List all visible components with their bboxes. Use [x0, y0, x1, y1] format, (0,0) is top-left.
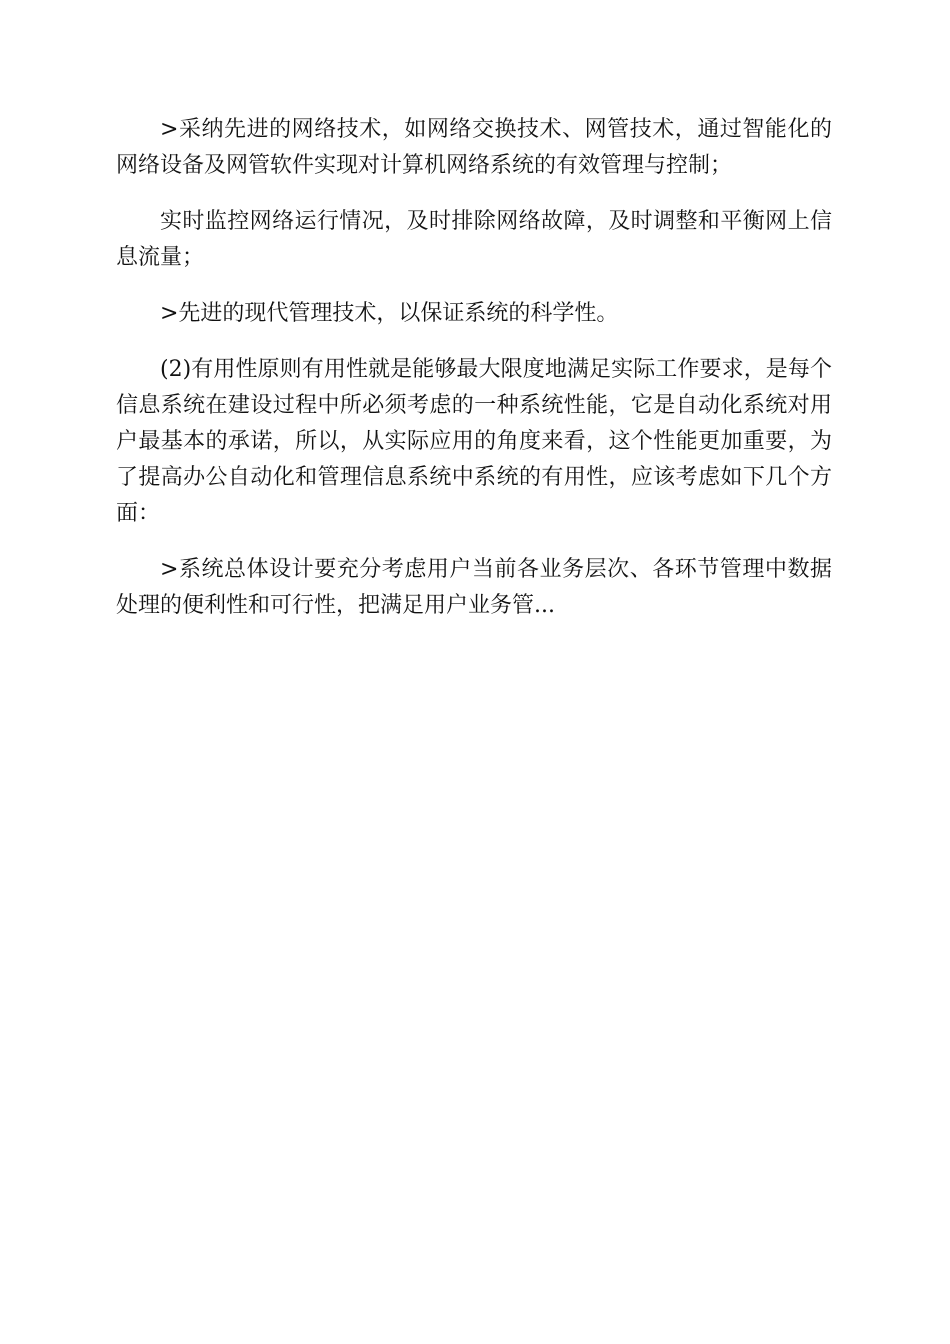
paragraph-system-design: >系统总体设计要充分考虑用户当前各业务层次、各环节管理中数据处理的便利性和可行性，把满足用户业务管...: [116, 557, 832, 618]
document-page: [116, 112, 832, 644]
paragraph-network-technology: >采纳先进的网络技术，如网络交换技术、网管技术，通过智能化的网络设备及网管软件实现对计算机网络系统的有效管理与控制；: [116, 117, 832, 178]
paragraph-realtime-monitoring: 实时监控网络运行情况，及时排除网络故障，及时调整和平衡网上信息流量；: [116, 209, 832, 270]
paragraph-usability-principle: (2)有用性原则有用性就是能够最大限度地满足实际工作要求，是每个信息系统在建设过程中所必须考虑的一种系统性能，它是自动化系统对用户最基本的承诺，所以，从实际应用的角度来看，这个性能更加重要，为了提高办公自动化和管理信息系统中系统的有用性，应该考虑如下几个方面：: [116, 357, 832, 526]
paragraph-management-technology: >先进的现代管理技术，以保证系统的科学性。: [160, 301, 619, 326]
